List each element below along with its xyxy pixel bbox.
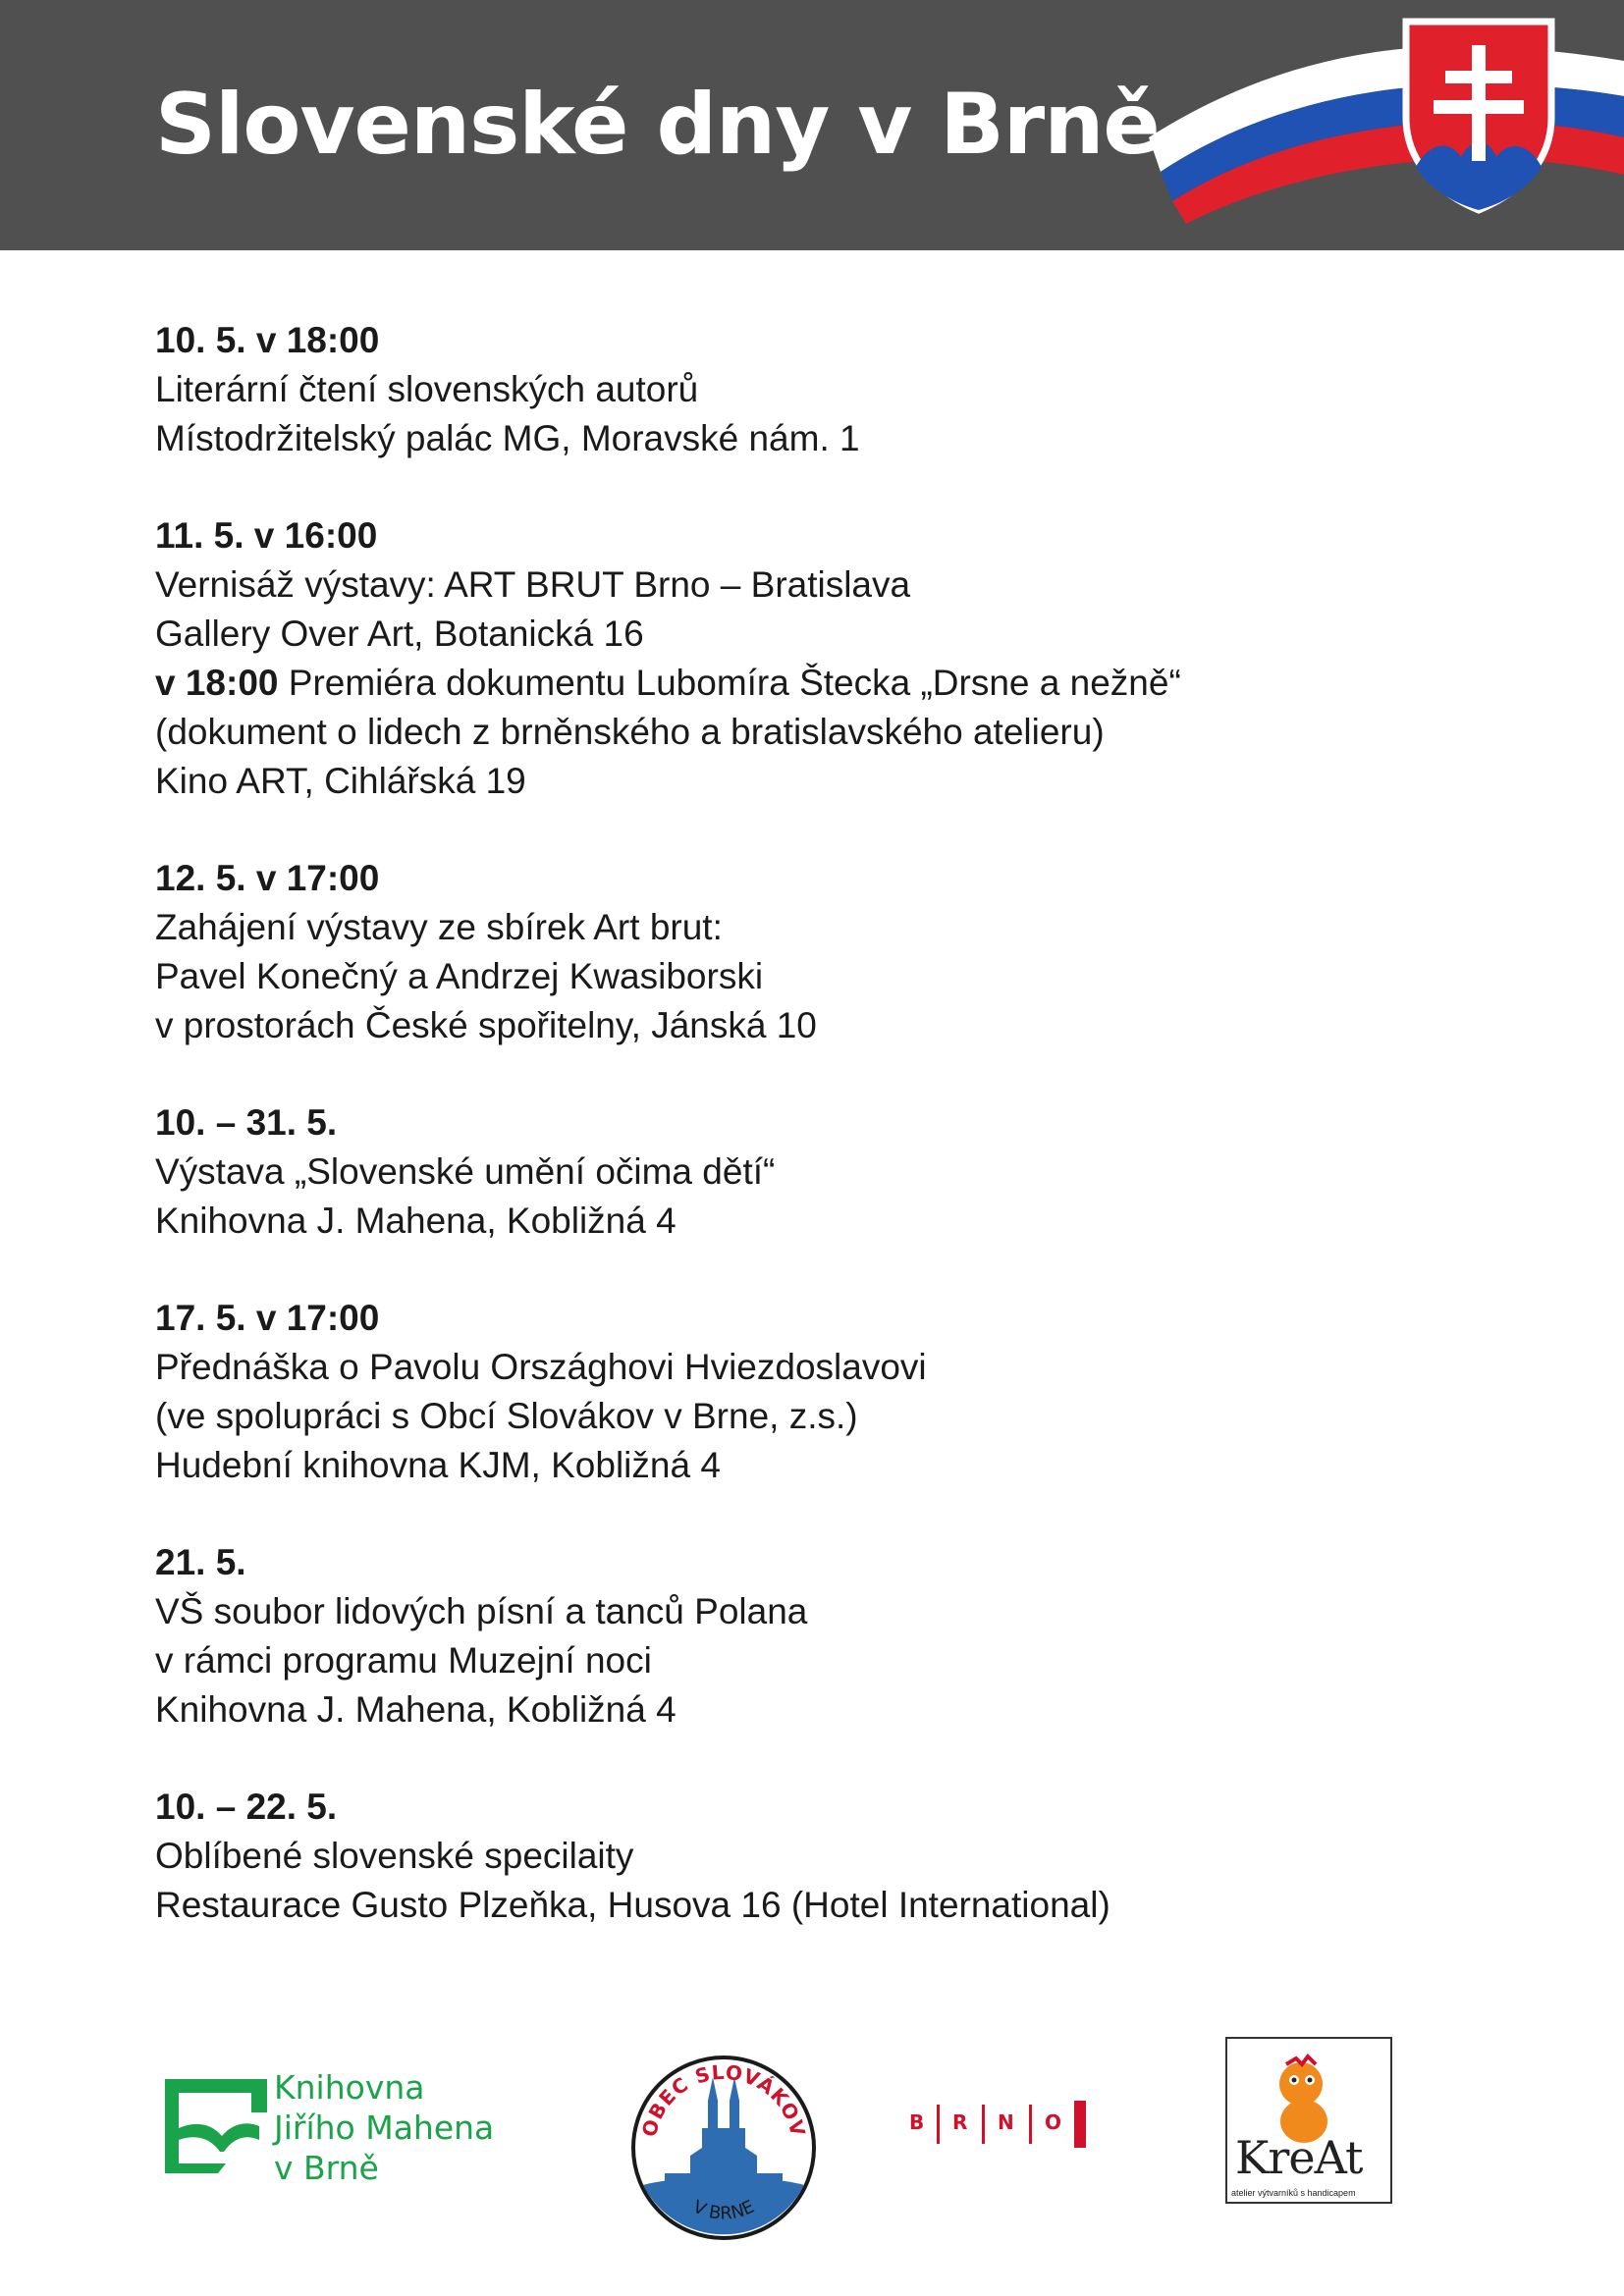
kjm-line: Jiřího Mahena [274, 2109, 495, 2147]
brno-letter: R [952, 2110, 968, 2134]
event-venue: v prostorách České spořitelny, Jánská 10 [155, 1005, 817, 1045]
header-banner [0, 0, 1624, 250]
kreat-logo-icon [1225, 2037, 1392, 2204]
kjm-line: Knihovna [274, 2068, 425, 2107]
event-sub-time: v 18:00 [155, 663, 279, 703]
event-detail: Výstava „Slovenské umění očima dětí“ [155, 1151, 776, 1192]
event-detail: Vernisáž výstavy: ART BRUT Brno – Bratislava [155, 564, 911, 605]
event-item [155, 316, 1490, 463]
event-list [155, 316, 1490, 1978]
slovak-coat-of-arms-icon [1406, 22, 1551, 210]
event-detail: Literární čtení slovenských autorů [155, 369, 699, 409]
event-date: 12. 5. v 17:00 [155, 858, 380, 898]
event-note: (ve spolupráci s Obcí Slovákov v Brne, z.s.) [155, 1396, 858, 1436]
event-detail: Oblíbené slovenské specilaity [155, 1836, 634, 1876]
slovak-flag-wave-icon [1149, 0, 1624, 250]
event-detail: Zahájení výstavy ze sbírek Art brut: [155, 907, 723, 947]
event-sub-item [155, 659, 1490, 708]
event-date: 10. – 31. 5. [155, 1102, 338, 1143]
event-venue: Místodržitelský palác MG, Moravské nám. 1 [155, 418, 860, 458]
obec-bottom-text: V BRNE [689, 2196, 758, 2224]
event-venue: Gallery Over Art, Botanická 16 [155, 614, 644, 654]
event-item [155, 1294, 1490, 1490]
event-item [155, 854, 1490, 1050]
kjm-line: v Brně [274, 2149, 379, 2187]
brno-letter: N [998, 2110, 1014, 2134]
kjm-book-logo-icon [157, 2069, 275, 2182]
event-item [155, 1538, 1490, 1735]
event-date: 21. 5. [155, 1542, 246, 1582]
event-date: 10. – 22. 5. [155, 1787, 338, 1827]
event-venue: Restaurace Gusto Plzeňka, Husova 16 (Hotel International) [155, 1885, 1110, 1925]
event-date: 11. 5. v 16:00 [155, 515, 378, 556]
kreat-caption: atelier výtvarníků s handicapem [1231, 2188, 1356, 2198]
event-sub-detail: Premiéra dokumentu Lubomíra Štecka „Drsne a nežně“ [278, 663, 1181, 703]
event-date: 17. 5. v 17:00 [155, 1298, 380, 1338]
kjm-logo-text [274, 2067, 494, 2188]
kreat-title: KreAt [1235, 2131, 1363, 2184]
event-date: 10. 5. v 18:00 [155, 320, 380, 360]
obec-slovakov-logo-icon [625, 2038, 822, 2254]
brno-letter: B [909, 2110, 925, 2134]
event-item [155, 511, 1490, 806]
event-detail: VŠ soubor lidových písní a tanců Polana [155, 1591, 808, 1631]
event-note: (dokument o lidech z brněnského a bratislavského atelieru) [155, 712, 1105, 752]
event-item [155, 1098, 1490, 1246]
event-detail: Pavel Konečný a Andrzej Kwasiborski [155, 956, 764, 996]
event-venue: Knihovna J. Mahena, Kobližná 4 [155, 1689, 677, 1730]
event-detail: v rámci programu Muzejní noci [155, 1640, 652, 1681]
brno-logo-icon [903, 2101, 1119, 2160]
event-item [155, 1783, 1490, 1930]
event-venue: Hudební knihovna KJM, Kobližná 4 [155, 1445, 721, 1485]
sponsor-logos [0, 2022, 1624, 2296]
page-title: Slovenské dny v Brně [155, 76, 1160, 174]
brno-letter: O [1045, 2110, 1062, 2134]
event-detail: Přednáška o Pavolu Országhovi Hviezdoslavovi [155, 1347, 927, 1387]
event-venue: Kino ART, Cihlářská 19 [155, 761, 526, 801]
obec-top-text: OBEC SLOVÁKOV [636, 2059, 811, 2140]
event-venue: Knihovna J. Mahena, Kobližná 4 [155, 1201, 677, 1241]
